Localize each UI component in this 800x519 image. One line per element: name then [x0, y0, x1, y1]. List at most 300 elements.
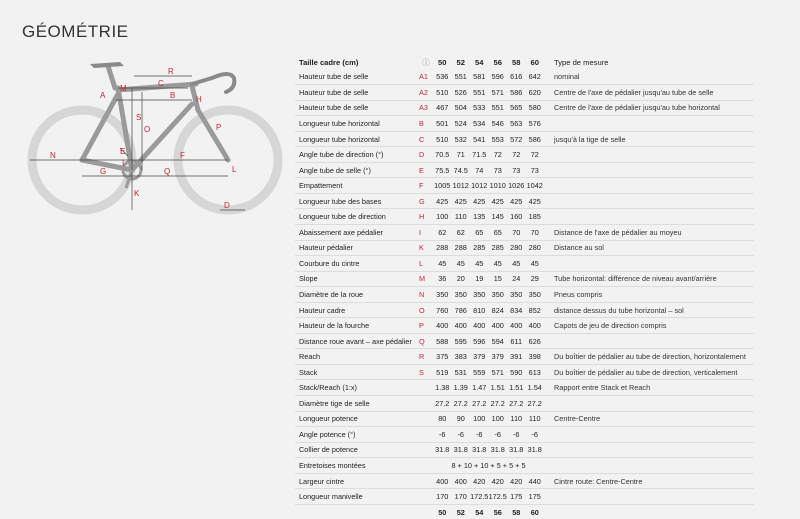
size-header: 54 [475, 57, 484, 67]
row-letter [419, 458, 433, 474]
table-row [295, 458, 754, 474]
table-row [295, 256, 754, 272]
row-value: 379 [489, 349, 508, 365]
table-row [295, 473, 754, 489]
row-value: 31.8 [433, 442, 452, 458]
row-letter: L [419, 256, 433, 272]
row-value: 425 [452, 193, 471, 209]
footer-size: 50 [438, 507, 447, 517]
table-header-row [295, 55, 754, 70]
row-value: 559 [470, 364, 489, 380]
row-value: 29 [526, 271, 545, 287]
row-value: 400 [433, 318, 452, 334]
table-row [295, 442, 754, 458]
row-letter: A2 [419, 85, 433, 101]
row-value: -6 [526, 427, 545, 443]
row-note [544, 209, 754, 225]
row-letter [419, 411, 433, 427]
row-value: 100 [470, 411, 489, 427]
row-value: 73 [526, 162, 545, 178]
row-letter: B [419, 116, 433, 132]
row-value: 288 [433, 240, 452, 256]
row-value: 541 [470, 131, 489, 147]
row-value: 350 [507, 287, 526, 303]
row-value: 786 [452, 302, 471, 318]
row-value: 1005 [433, 178, 452, 194]
footer-size: 52 [456, 507, 465, 517]
letter-D: D [224, 201, 230, 210]
row-value: 590 [507, 364, 526, 380]
row-letter [419, 473, 433, 489]
row-value: 533 [470, 100, 489, 116]
table-row [295, 116, 754, 132]
row-value: 581 [470, 70, 489, 85]
row-label: Abaissement axe pédalier [295, 225, 419, 241]
row-note: Cintre route: Centre-Centre [544, 473, 754, 489]
row-value: 72 [489, 147, 508, 163]
row-label: Hauteur de la fourche [295, 318, 419, 334]
row-note: Pneus compris [544, 287, 754, 303]
row-value: 596 [489, 70, 508, 85]
bike-geometry-diagram [20, 48, 295, 228]
row-value: 400 [433, 473, 452, 489]
row-value: 100 [489, 411, 508, 427]
table-row [295, 287, 754, 303]
row-value: 425 [489, 193, 508, 209]
row-value: 285 [470, 240, 489, 256]
row-value: 80 [433, 411, 452, 427]
row-note: jusqu'à la tige de selle [544, 131, 754, 147]
row-note [544, 489, 754, 505]
row-value: 73 [507, 162, 526, 178]
row-note: Rapport entre Stack et Reach [544, 380, 754, 396]
row-value: 400 [507, 318, 526, 334]
row-value: 31.8 [489, 442, 508, 458]
letter-H: H [196, 95, 202, 104]
letter-Q: Q [164, 167, 171, 176]
row-value: 616 [507, 70, 526, 85]
row-letter: D [419, 147, 433, 163]
row-value: 160 [507, 209, 526, 225]
row-value: 100 [433, 209, 452, 225]
letter-B: B [170, 91, 176, 100]
row-value: 31.8 [452, 442, 471, 458]
letter-K: K [134, 189, 140, 198]
row-value: 45 [452, 256, 471, 272]
row-value: 72 [526, 147, 545, 163]
row-value: 172.5 [489, 489, 508, 505]
row-value: 400 [526, 318, 545, 334]
row-value: 510 [433, 131, 452, 147]
row-note [544, 147, 754, 163]
row-value: 36 [433, 271, 452, 287]
row-value: 1010 [489, 178, 508, 194]
row-value: 1.39 [452, 380, 471, 396]
row-letter: K [419, 240, 433, 256]
row-value: 75.5 [433, 162, 452, 178]
row-value: 586 [507, 85, 526, 101]
row-label: Longueur potence [295, 411, 419, 427]
row-value: 1.54 [526, 380, 545, 396]
row-value: -6 [433, 427, 452, 443]
letter-S: S [136, 113, 142, 122]
size-header: 52 [456, 57, 465, 67]
table-row [295, 193, 754, 209]
row-value: 74.5 [452, 162, 471, 178]
row-value: 45 [526, 256, 545, 272]
row-value: 586 [526, 131, 545, 147]
row-value: -6 [507, 427, 526, 443]
row-letter: Q [419, 333, 433, 349]
row-value: 425 [507, 193, 526, 209]
row-letter [419, 396, 433, 412]
row-value: 611 [507, 333, 526, 349]
row-value: 553 [489, 131, 508, 147]
row-label: Slope [295, 271, 419, 287]
row-value: 440 [526, 473, 545, 489]
row-value: 375 [433, 349, 452, 365]
row-value: 420 [507, 473, 526, 489]
page-title: GÉOMÉTRIE [22, 22, 129, 41]
row-value: 350 [433, 287, 452, 303]
row-value: 383 [452, 349, 471, 365]
row-value: 534 [470, 116, 489, 132]
table-row [295, 333, 754, 349]
row-label: Hauteur cadre [295, 302, 419, 318]
row-value: 288 [452, 240, 471, 256]
table-footer-row [295, 504, 754, 519]
row-letter: R [419, 349, 433, 365]
table-row [295, 302, 754, 318]
row-label: Angle potence (°) [295, 427, 419, 443]
row-label: Angle tube de selle (°) [295, 162, 419, 178]
size-header: 56 [493, 57, 502, 67]
row-note: Tube horizontal: différence de niveau avant/arrière [544, 271, 754, 287]
row-letter: H [419, 209, 433, 225]
row-note: nominal [544, 70, 754, 85]
footer-size: 54 [475, 507, 484, 517]
row-value: 145 [489, 209, 508, 225]
row-note: Centre-Centre [544, 411, 754, 427]
letter-E: E [120, 147, 126, 156]
row-value: 110 [507, 411, 526, 427]
row-note [544, 162, 754, 178]
row-letter: F [419, 178, 433, 194]
row-value: 1.38 [433, 380, 452, 396]
row-value: 65 [470, 225, 489, 241]
row-letter [419, 380, 433, 396]
letter-O: O [144, 125, 151, 134]
row-note [544, 427, 754, 443]
table-row [295, 364, 754, 380]
row-label: Stack [295, 364, 419, 380]
row-label: Hauteur pédalier [295, 240, 419, 256]
row-label: Entretoises montées [295, 458, 419, 474]
row-value: -6 [452, 427, 471, 443]
table-row [295, 100, 754, 116]
row-label: Stack/Reach (1:x) [295, 380, 419, 396]
header-label: Taille cadre (cm) [299, 57, 359, 67]
table-row [295, 131, 754, 147]
row-value: 613 [526, 364, 545, 380]
row-letter: S [419, 364, 433, 380]
row-value: 110 [526, 411, 545, 427]
row-label: Hauteur tube de selle [295, 100, 419, 116]
row-value: 45 [489, 256, 508, 272]
row-value: 110 [452, 209, 471, 225]
row-value: 72 [507, 147, 526, 163]
size-header: 50 [438, 57, 447, 67]
table-row [295, 411, 754, 427]
row-value: 565 [507, 100, 526, 116]
row-note [544, 458, 754, 474]
row-value: 425 [526, 193, 545, 209]
row-value: 62 [433, 225, 452, 241]
row-value: 400 [452, 473, 471, 489]
letter-C: C [158, 79, 164, 88]
row-value: 1.51 [507, 380, 526, 396]
row-label: Largeur cintre [295, 473, 419, 489]
row-label: Longueur tube des bases [295, 193, 419, 209]
row-value: 400 [489, 318, 508, 334]
row-value: 834 [507, 302, 526, 318]
row-value: 420 [489, 473, 508, 489]
table-row [295, 147, 754, 163]
row-value: 504 [452, 100, 471, 116]
row-note: Distance au sol [544, 240, 754, 256]
row-value: 642 [526, 70, 545, 85]
table-row [295, 489, 754, 505]
row-merged-value: 8 + 10 + 10 + 5 + 5 + 5 [433, 458, 544, 474]
row-note [544, 333, 754, 349]
info-icon[interactable]: ⓘ [422, 57, 430, 67]
row-value: 400 [470, 318, 489, 334]
row-value: 27.2 [526, 396, 545, 412]
table-row [295, 225, 754, 241]
row-label: Hauteur tube de selle [295, 70, 419, 85]
row-value: 280 [507, 240, 526, 256]
geometry-table [295, 55, 754, 519]
row-value: 425 [433, 193, 452, 209]
row-label: Empattement [295, 178, 419, 194]
table-row [295, 162, 754, 178]
row-label: Hauteur tube de selle [295, 85, 419, 101]
row-value: 175 [526, 489, 545, 505]
letter-A: A [100, 91, 106, 100]
row-value: 27.2 [507, 396, 526, 412]
row-value: 70 [526, 225, 545, 241]
row-value: 588 [433, 333, 452, 349]
footer-size: 58 [512, 507, 521, 517]
row-value: 596 [470, 333, 489, 349]
row-value: 350 [452, 287, 471, 303]
row-label: Diamètre tige de selle [295, 396, 419, 412]
row-value: 524 [452, 116, 471, 132]
row-value: 27.2 [470, 396, 489, 412]
row-value: 31.8 [526, 442, 545, 458]
footer-size: 56 [493, 507, 502, 517]
row-value: 576 [526, 116, 545, 132]
row-label: Angle tube de direction (°) [295, 147, 419, 163]
row-value: 580 [526, 100, 545, 116]
row-note: Centre de l'axe de pédalier jusqu'au tube horizontal [544, 100, 754, 116]
letter-L: L [232, 165, 237, 174]
table-row [295, 85, 754, 101]
row-value: 19 [470, 271, 489, 287]
row-note [544, 116, 754, 132]
row-value: 27.2 [452, 396, 471, 412]
row-value: 45 [433, 256, 452, 272]
letter-N: N [50, 151, 56, 160]
row-value: 563 [507, 116, 526, 132]
row-label: Longueur manivelle [295, 489, 419, 505]
row-value: 531 [452, 364, 471, 380]
row-value: 551 [489, 100, 508, 116]
row-letter [419, 489, 433, 505]
table-row [295, 318, 754, 334]
row-value: 71 [452, 147, 471, 163]
row-value: 175 [507, 489, 526, 505]
row-value: 74 [470, 162, 489, 178]
row-value: 73 [489, 162, 508, 178]
row-value: 391 [507, 349, 526, 365]
row-value: -6 [470, 427, 489, 443]
row-note [544, 396, 754, 412]
letter-I: I [122, 159, 125, 168]
row-value: 90 [452, 411, 471, 427]
row-letter: C [419, 131, 433, 147]
row-letter: A3 [419, 100, 433, 116]
row-value: 572 [507, 131, 526, 147]
row-value: 20 [452, 271, 471, 287]
row-value: 185 [526, 209, 545, 225]
row-value: 501 [433, 116, 452, 132]
row-value: 350 [526, 287, 545, 303]
table-row [295, 70, 754, 85]
row-value: 536 [433, 70, 452, 85]
row-value: 15 [489, 271, 508, 287]
row-value: 626 [526, 333, 545, 349]
row-value: 810 [470, 302, 489, 318]
row-note: Du boîtier de pédalier au tube de direction, verticalement [544, 364, 754, 380]
row-letter [419, 427, 433, 443]
row-value: 280 [526, 240, 545, 256]
row-value: 1.47 [470, 380, 489, 396]
row-value: 27.2 [433, 396, 452, 412]
row-value: 526 [452, 85, 471, 101]
row-note: Distance de l'axe de pédalier au moyeu [544, 225, 754, 241]
row-value: 27.2 [489, 396, 508, 412]
table-row [295, 349, 754, 365]
table-row [295, 271, 754, 287]
row-value: 519 [433, 364, 452, 380]
row-value: 760 [433, 302, 452, 318]
row-value: 420 [470, 473, 489, 489]
header-note: Type de mesure [554, 57, 609, 67]
row-note: Capots de jeu de direction compris [544, 318, 754, 334]
row-letter: O [419, 302, 433, 318]
row-note [544, 178, 754, 194]
row-value: 1026 [507, 178, 526, 194]
row-note [544, 442, 754, 458]
row-value: 1012 [452, 178, 471, 194]
letter-M: M [120, 84, 127, 93]
row-value: 1012 [470, 178, 489, 194]
row-note [544, 256, 754, 272]
size-header: 58 [512, 57, 521, 67]
row-value: 350 [470, 287, 489, 303]
row-letter [419, 442, 433, 458]
row-value: 170 [433, 489, 452, 505]
row-value: 45 [507, 256, 526, 272]
row-letter: N [419, 287, 433, 303]
row-note: Du boîtier de pédalier au tube de direction, horizontalement [544, 349, 754, 365]
row-value: 70.5 [433, 147, 452, 163]
row-value: 532 [452, 131, 471, 147]
row-value: 45 [470, 256, 489, 272]
letter-R: R [168, 67, 174, 76]
row-label: Distance roue avant – axe pédalier [295, 333, 419, 349]
row-value: 70 [507, 225, 526, 241]
row-note: Centre de l'axe de pédalier jusqu'au tube de selle [544, 85, 754, 101]
row-value: 595 [452, 333, 471, 349]
row-value: 24 [507, 271, 526, 287]
footer-size: 60 [530, 507, 539, 517]
row-note: distance dessus du tube horizontal – sol [544, 302, 754, 318]
row-value: 510 [433, 85, 452, 101]
table-row [295, 396, 754, 412]
row-value: 546 [489, 116, 508, 132]
row-value: 824 [489, 302, 508, 318]
row-letter: E [419, 162, 433, 178]
table-row [295, 380, 754, 396]
row-label: Longueur tube horizontal [295, 131, 419, 147]
row-value: 170 [452, 489, 471, 505]
row-value: 551 [452, 70, 471, 85]
table-row [295, 178, 754, 194]
row-value: 571 [489, 364, 508, 380]
row-value: 31.8 [507, 442, 526, 458]
row-label: Courbure du cintre [295, 256, 419, 272]
row-value: 62 [452, 225, 471, 241]
row-label: Diamètre de la roue [295, 287, 419, 303]
row-value: 1042 [526, 178, 545, 194]
table-row [295, 427, 754, 443]
row-value: 398 [526, 349, 545, 365]
row-letter: M [419, 271, 433, 287]
row-value: 620 [526, 85, 545, 101]
row-label: Longueur tube horizontal [295, 116, 419, 132]
row-label: Longueur tube de direction [295, 209, 419, 225]
table-row [295, 240, 754, 256]
row-value: 71.5 [470, 147, 489, 163]
row-value: 1.51 [489, 380, 508, 396]
row-note [544, 193, 754, 209]
row-value: -6 [489, 427, 508, 443]
letter-G: G [100, 167, 107, 176]
row-value: 31.8 [470, 442, 489, 458]
row-letter: A1 [419, 70, 433, 85]
row-value: 172.5 [470, 489, 489, 505]
row-value: 285 [489, 240, 508, 256]
row-value: 467 [433, 100, 452, 116]
row-label: Reach [295, 349, 419, 365]
row-value: 571 [489, 85, 508, 101]
letter-F: F [180, 151, 185, 160]
row-value: 594 [489, 333, 508, 349]
row-letter: I [419, 225, 433, 241]
saddle [90, 62, 124, 68]
